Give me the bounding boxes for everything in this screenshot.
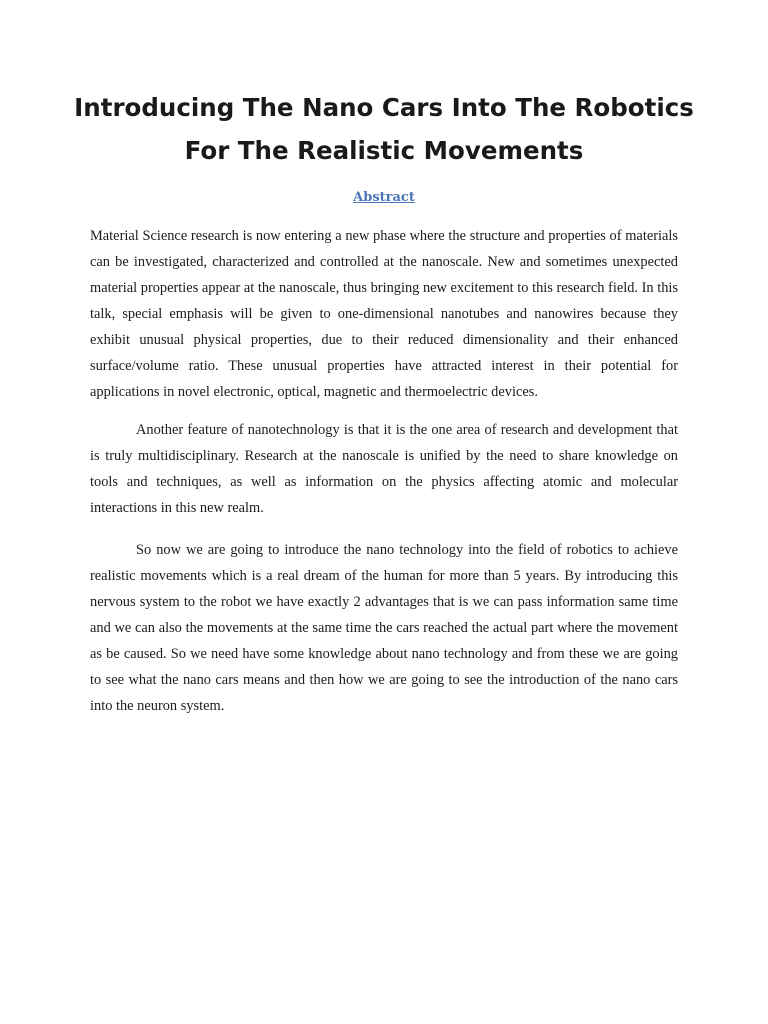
paragraph-2: Another feature of nanotechnology is that it is the one area of research and development that is truly multidisciplinary. Research at the nanoscale is unified by the need to share knowledge on tools and techniques, as well as information on the physics affecting atomic and molecular interactions in this new realm. [90, 422, 678, 516]
abstract-heading [0, 189, 768, 207]
abstract-link[interactable]: Abstract [353, 190, 415, 205]
paragraph-1: Material Science research is now entering a new phase where the structure and properties of materials can be investigated, characterized and controlled at the nanoscale. New and sometimes unexpected material properties appear at the nanoscale, thus bringing new excitement to this research field. In this talk, special emphasis will be given to one-dimensional nanotubes and nanowires because they exhibit unusual physical properties, due to their reduced dimensionality and their enhanced surface/volume ratio. These unusual properties have attracted interest in their potential for applications in novel electronic, optical, magnetic and thermoelectric devices. [90, 228, 678, 400]
paragraph-3: So now we are going to introduce the nano technology into the field of robotics to achieve realistic movements which is a real dream of the human for more than 5 years. By introducing this nervous system to the robot we have exactly 2 advantages that is we can pass information same time and we can also the movements at the same time the cars reached the actual part where the movement as be caused. So we need have some knowledge about nano technology and from these we are going to see what the nano cars means and then how we are going to see the introduction of the nano cars into the neuron system. [90, 542, 678, 714]
document-title: Introducing The Nano Cars Into The Robotics For The Realistic Movements [74, 93, 694, 165]
